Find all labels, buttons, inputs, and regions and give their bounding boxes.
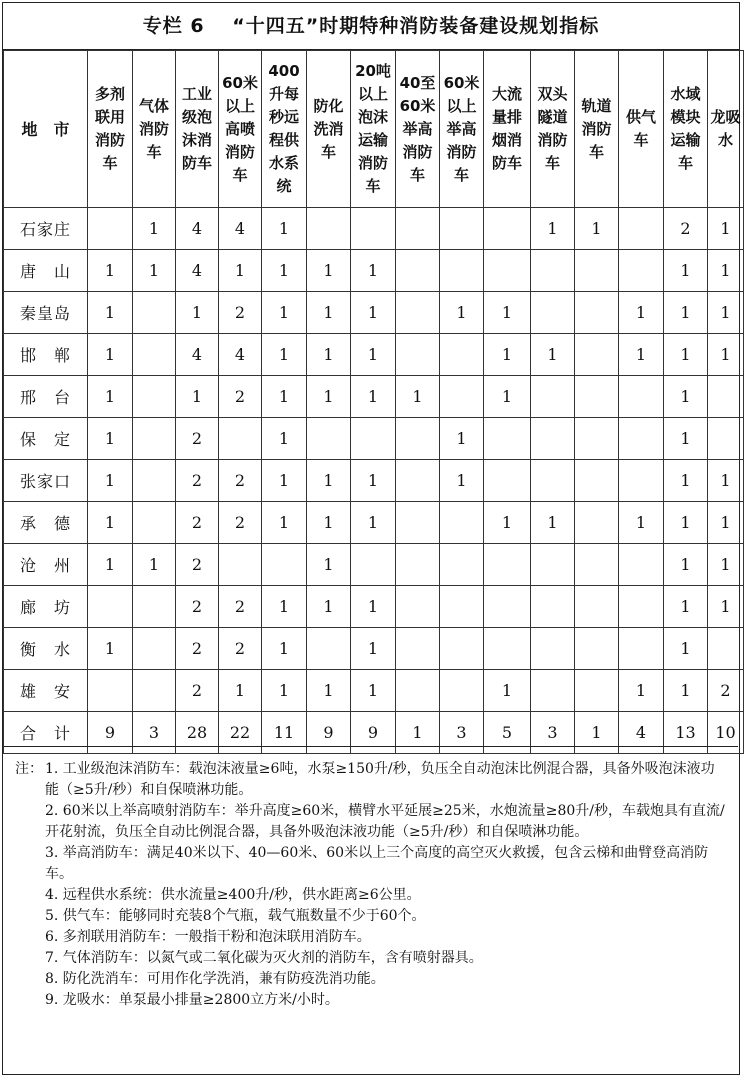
value-cell: 2 [176, 544, 219, 586]
table-row [4, 670, 744, 712]
value-cell: 9 [307, 712, 351, 754]
value-cell [440, 250, 484, 292]
value-cell: 11 [262, 712, 307, 754]
value-cell [440, 376, 484, 418]
value-cell [396, 502, 440, 544]
value-cell: 1 [619, 502, 664, 544]
value-cell: 1 [351, 250, 396, 292]
value-cell: 1 [219, 250, 262, 292]
value-cell: 1 [307, 502, 351, 544]
value-cell: 1 [664, 544, 708, 586]
value-cell: 2 [176, 628, 219, 670]
value-cell: 2 [664, 208, 708, 250]
value-cell [619, 460, 664, 502]
value-cell: 1 [575, 712, 619, 754]
value-cell: 1 [133, 250, 176, 292]
value-cell: 1 [307, 544, 351, 586]
note-item [15, 990, 726, 1011]
value-cell [484, 586, 531, 628]
planning-table-frame [2, 2, 740, 1075]
value-cell [531, 460, 575, 502]
value-cell: 1 [262, 250, 307, 292]
value-cell [575, 460, 619, 502]
value-cell [396, 334, 440, 376]
column-header: 60米以上高喷消防车 [219, 51, 262, 208]
value-cell [219, 544, 262, 586]
note-item [15, 801, 726, 843]
city-cell: 石家庄 [4, 208, 88, 250]
value-cell: 1 [88, 292, 133, 334]
value-cell [531, 586, 575, 628]
table-row [4, 544, 744, 586]
city-cell: 秦皇岛 [4, 292, 88, 334]
value-cell: 1 [440, 292, 484, 334]
value-cell [351, 544, 396, 586]
column-header: 水域模块运输车 [664, 51, 708, 208]
value-cell: 1 [664, 460, 708, 502]
value-cell: 1 [262, 208, 307, 250]
value-cell: 1 [262, 628, 307, 670]
value-cell: 1 [307, 292, 351, 334]
value-cell [619, 208, 664, 250]
value-cell [531, 418, 575, 460]
value-cell [88, 670, 133, 712]
table-row [4, 418, 744, 460]
column-header: 多剂联用消防车 [88, 51, 133, 208]
value-cell [531, 670, 575, 712]
value-cell [619, 250, 664, 292]
value-cell: 4 [176, 208, 219, 250]
value-cell [88, 208, 133, 250]
city-cell: 承 德 [4, 502, 88, 544]
value-cell [575, 418, 619, 460]
value-cell: 2 [176, 460, 219, 502]
value-cell [133, 628, 176, 670]
value-cell: 2 [219, 586, 262, 628]
value-cell [133, 502, 176, 544]
value-cell [133, 586, 176, 628]
value-cell: 1 [262, 502, 307, 544]
value-cell [440, 586, 484, 628]
city-cell: 保 定 [4, 418, 88, 460]
value-cell [484, 418, 531, 460]
value-cell [396, 418, 440, 460]
value-cell: 1 [351, 586, 396, 628]
column-header: 供气车 [619, 51, 664, 208]
value-cell: 1 [708, 334, 744, 376]
city-cell: 唐 山 [4, 250, 88, 292]
value-cell [307, 628, 351, 670]
value-cell: 4 [176, 250, 219, 292]
city-cell: 廊 坊 [4, 586, 88, 628]
value-cell: 1 [307, 670, 351, 712]
value-cell [708, 376, 744, 418]
value-cell: 1 [619, 334, 664, 376]
value-cell: 1 [440, 460, 484, 502]
value-cell: 1 [351, 460, 396, 502]
value-cell [575, 544, 619, 586]
value-cell: 2 [219, 292, 262, 334]
value-cell: 1 [484, 292, 531, 334]
value-cell: 1 [133, 544, 176, 586]
value-cell [396, 292, 440, 334]
value-cell [484, 250, 531, 292]
value-cell: 2 [176, 670, 219, 712]
value-cell [484, 544, 531, 586]
value-cell [531, 376, 575, 418]
header-row [4, 51, 744, 208]
note-text: 5. 供气车：能够同时充装8个气瓶，载气瓶数量不少于60个。 [45, 908, 426, 924]
value-cell: 1 [88, 544, 133, 586]
notes-section [3, 746, 738, 1011]
value-cell: 1 [262, 586, 307, 628]
value-cell [619, 628, 664, 670]
value-cell: 1 [307, 334, 351, 376]
value-cell: 1 [262, 460, 307, 502]
column-header: 工业级泡沫消防车 [176, 51, 219, 208]
city-cell: 沧 州 [4, 544, 88, 586]
value-cell: 1 [531, 334, 575, 376]
value-cell: 4 [219, 208, 262, 250]
value-cell: 1 [88, 502, 133, 544]
value-cell: 1 [262, 376, 307, 418]
note-item [15, 969, 726, 990]
value-cell [396, 628, 440, 670]
value-cell: 1 [307, 376, 351, 418]
column-header: 大流量排烟消防车 [484, 51, 531, 208]
value-cell: 22 [219, 712, 262, 754]
value-cell: 1 [307, 460, 351, 502]
column-header: 气体消防车 [133, 51, 176, 208]
value-cell [440, 628, 484, 670]
value-cell: 3 [440, 712, 484, 754]
value-cell [531, 250, 575, 292]
value-cell: 1 [176, 292, 219, 334]
value-cell [88, 586, 133, 628]
value-cell [396, 208, 440, 250]
note-item [15, 759, 726, 801]
value-cell: 1 [88, 250, 133, 292]
value-cell [484, 208, 531, 250]
value-cell [708, 418, 744, 460]
value-cell: 1 [664, 250, 708, 292]
value-cell: 1 [133, 208, 176, 250]
value-cell [396, 250, 440, 292]
value-cell: 1 [708, 460, 744, 502]
note-item [15, 948, 726, 969]
note-text: 8. 防化洗消车：可用作化学洗消，兼有防疫洗消功能。 [45, 971, 385, 987]
value-cell [708, 628, 744, 670]
table-row [4, 376, 744, 418]
value-cell [531, 292, 575, 334]
note-text: 2. 60米以上举高喷射消防车：举升高度≥60米，横臂水平延展≥25米，水炮流量≥80升/秒，车载炮具有直流/开花射流，负压全自动比例混合器，具备外吸泡沫液功能（≥5升/秒）和自保喷淋功能。 [45, 803, 725, 840]
note-item [15, 927, 726, 948]
total-label: 合 计 [4, 712, 88, 754]
value-cell [619, 586, 664, 628]
value-cell [531, 628, 575, 670]
value-cell: 1 [484, 376, 531, 418]
note-text: 1. 工业级泡沫消防车：载泡沫液量≥6吨，水泵≥150升/秒，负压全自动泡沫比例混合器，具备外吸泡沫液功能（≥5升/秒）和自保喷淋功能。 [45, 761, 715, 798]
value-cell: 1 [664, 502, 708, 544]
value-cell: 4 [219, 334, 262, 376]
value-cell: 1 [351, 502, 396, 544]
column-header: 双头隧道消防车 [531, 51, 575, 208]
value-cell: 1 [176, 376, 219, 418]
note-text: 3. 举高消防车：满足40米以下、40—60米、60米以上三个高度的高空灭火救援，包含云梯和曲臂登高消防车。 [45, 845, 709, 882]
note-text: 7. 气体消防车：以氮气或二氧化碳为灭火剂的消防车，含有喷射器具。 [45, 950, 483, 966]
city-cell: 雄 安 [4, 670, 88, 712]
value-cell: 5 [484, 712, 531, 754]
city-column-header: 地 市 [4, 51, 88, 208]
value-cell: 1 [88, 628, 133, 670]
value-cell [133, 292, 176, 334]
value-cell: 1 [531, 208, 575, 250]
value-cell: 1 [262, 292, 307, 334]
value-cell: 1 [351, 376, 396, 418]
value-cell: 1 [708, 502, 744, 544]
column-header: 防化洗消车 [307, 51, 351, 208]
table-row [4, 250, 744, 292]
value-cell: 1 [396, 376, 440, 418]
value-cell: 1 [708, 208, 744, 250]
value-cell: 1 [262, 418, 307, 460]
column-header: 轨道消防车 [575, 51, 619, 208]
table-row [4, 334, 744, 376]
value-cell [133, 334, 176, 376]
note-text: 4. 远程供水系统：供水流量≥400升/秒，供水距离≥6公里。 [45, 887, 421, 903]
value-cell: 1 [619, 670, 664, 712]
value-cell: 1 [262, 334, 307, 376]
value-cell: 2 [219, 460, 262, 502]
value-cell: 2 [219, 502, 262, 544]
value-cell: 3 [133, 712, 176, 754]
value-cell: 1 [531, 502, 575, 544]
note-text: 9. 龙吸水：单泵最小排量≥2800立方米/小时。 [45, 992, 339, 1008]
value-cell: 10 [708, 712, 744, 754]
table-title: 专栏 6 “十四五”时期特种消防装备建设规划指标 [3, 3, 739, 50]
value-cell: 1 [484, 670, 531, 712]
value-cell: 1 [88, 418, 133, 460]
value-cell: 1 [708, 544, 744, 586]
value-cell [575, 502, 619, 544]
value-cell: 1 [664, 334, 708, 376]
value-cell [575, 250, 619, 292]
value-cell: 1 [664, 628, 708, 670]
value-cell: 1 [88, 376, 133, 418]
value-cell [575, 376, 619, 418]
value-cell: 1 [664, 376, 708, 418]
value-cell: 1 [708, 292, 744, 334]
table-row [4, 502, 744, 544]
value-cell: 1 [351, 292, 396, 334]
value-cell: 1 [351, 628, 396, 670]
value-cell: 1 [708, 250, 744, 292]
value-cell [619, 376, 664, 418]
note-item [15, 843, 726, 885]
value-cell: 2 [176, 586, 219, 628]
value-cell [133, 418, 176, 460]
note-text: 6. 多剂联用消防车：一般指干粉和泡沫联用消防车。 [45, 929, 371, 945]
notes-lead: 注： [15, 761, 43, 777]
value-cell [440, 502, 484, 544]
value-cell [219, 418, 262, 460]
value-cell: 1 [440, 418, 484, 460]
value-cell [351, 208, 396, 250]
value-cell [575, 586, 619, 628]
city-cell: 张家口 [4, 460, 88, 502]
value-cell: 2 [219, 376, 262, 418]
column-header: 400升每秒远程供水系统 [262, 51, 307, 208]
value-cell: 1 [351, 670, 396, 712]
value-cell [440, 334, 484, 376]
city-cell: 衡 水 [4, 628, 88, 670]
column-header: 龙吸水 [708, 51, 744, 208]
value-cell: 1 [664, 670, 708, 712]
value-cell: 1 [262, 670, 307, 712]
value-cell [575, 292, 619, 334]
value-cell: 2 [176, 418, 219, 460]
value-cell: 9 [351, 712, 396, 754]
value-cell [575, 334, 619, 376]
value-cell [440, 670, 484, 712]
value-cell [133, 670, 176, 712]
city-cell: 邢 台 [4, 376, 88, 418]
value-cell [396, 544, 440, 586]
value-cell: 1 [88, 334, 133, 376]
value-cell: 4 [619, 712, 664, 754]
value-cell [440, 544, 484, 586]
value-cell: 2 [176, 502, 219, 544]
value-cell [396, 670, 440, 712]
value-cell [133, 376, 176, 418]
value-cell: 13 [664, 712, 708, 754]
value-cell [440, 208, 484, 250]
value-cell: 1 [219, 670, 262, 712]
value-cell [262, 544, 307, 586]
value-cell: 1 [575, 208, 619, 250]
value-cell [307, 208, 351, 250]
value-cell [531, 544, 575, 586]
table-row [4, 292, 744, 334]
value-cell: 1 [307, 250, 351, 292]
value-cell: 3 [531, 712, 575, 754]
value-cell: 1 [307, 586, 351, 628]
value-cell [396, 586, 440, 628]
value-cell [575, 628, 619, 670]
value-cell: 1 [664, 292, 708, 334]
equipment-table [3, 50, 744, 754]
value-cell [575, 670, 619, 712]
value-cell: 2 [219, 628, 262, 670]
city-cell: 邯 郸 [4, 334, 88, 376]
value-cell [307, 418, 351, 460]
value-cell: 1 [664, 418, 708, 460]
value-cell [133, 460, 176, 502]
table-row [4, 208, 744, 250]
table-row [4, 460, 744, 502]
column-header: 40至60米举高消防车 [396, 51, 440, 208]
value-cell: 1 [708, 586, 744, 628]
value-cell: 9 [88, 712, 133, 754]
table-row [4, 628, 744, 670]
value-cell: 1 [88, 460, 133, 502]
value-cell: 1 [664, 586, 708, 628]
value-cell: 28 [176, 712, 219, 754]
value-cell [484, 628, 531, 670]
value-cell: 1 [351, 334, 396, 376]
value-cell: 1 [396, 712, 440, 754]
value-cell: 2 [708, 670, 744, 712]
note-item [15, 906, 726, 927]
column-header: 20吨以上泡沫运输消防车 [351, 51, 396, 208]
value-cell [396, 460, 440, 502]
note-item [15, 885, 726, 906]
value-cell [351, 418, 396, 460]
column-header: 60米以上举高消防车 [440, 51, 484, 208]
value-cell [619, 544, 664, 586]
value-cell: 1 [619, 292, 664, 334]
value-cell: 1 [484, 502, 531, 544]
value-cell [619, 418, 664, 460]
value-cell: 4 [176, 334, 219, 376]
table-row [4, 586, 744, 628]
value-cell [484, 460, 531, 502]
value-cell: 1 [484, 334, 531, 376]
